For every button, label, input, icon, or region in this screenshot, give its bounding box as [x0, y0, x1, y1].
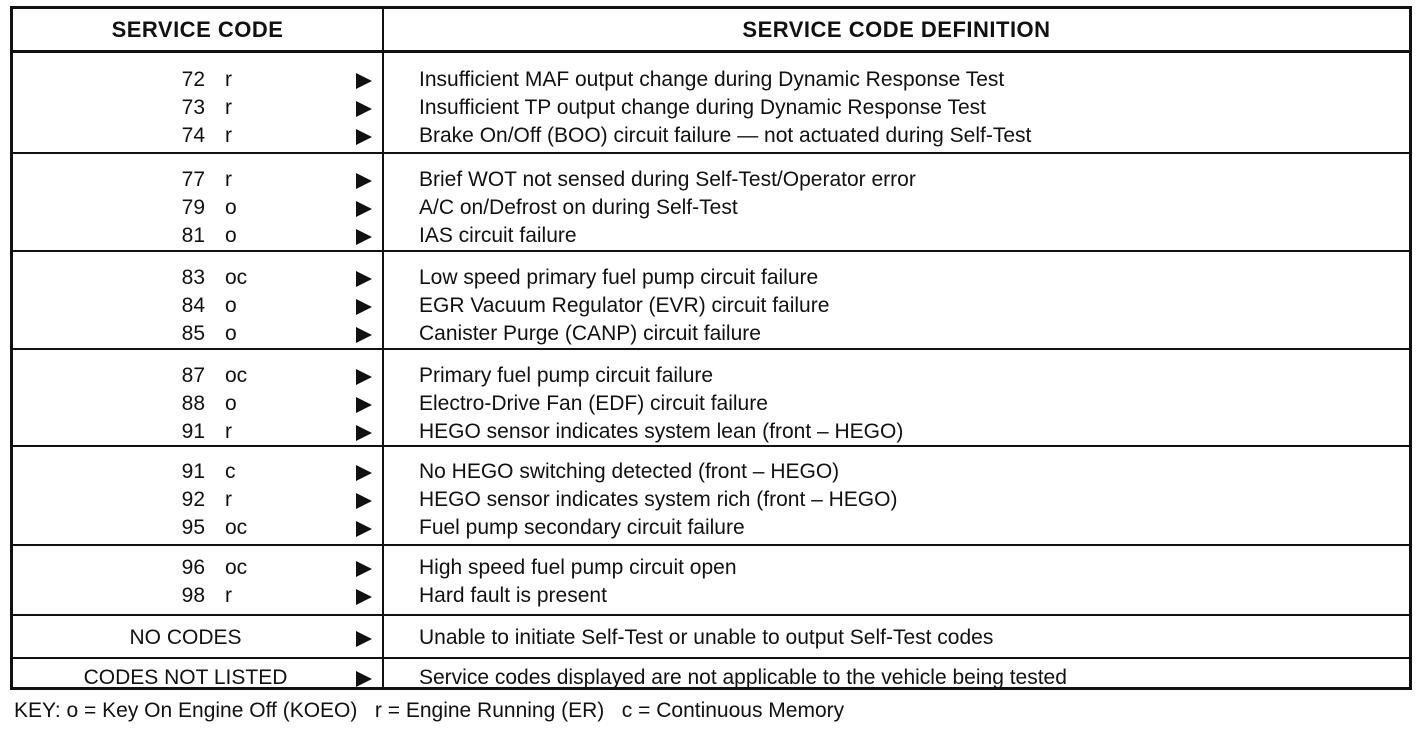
code-number: 83: [181, 266, 205, 289]
pointer-arrow-icon: [356, 465, 372, 481]
pointer-arrow-icon: [356, 631, 372, 647]
key-r: r = Engine Running (ER): [374, 699, 605, 722]
code-test-type: oc: [225, 364, 248, 387]
code-test-type: r: [225, 488, 232, 511]
pointer-arrow-icon: [356, 299, 372, 315]
table-row: [13, 486, 1409, 514]
header-service-code: SERVICE CODE: [111, 17, 284, 42]
code-definition: Insufficient MAF output change during Dynamic Response Test: [419, 68, 1005, 91]
code-test-type: o: [225, 392, 237, 415]
table-row: [13, 194, 1409, 222]
code-group: [13, 659, 1409, 690]
code-number: 95: [181, 516, 205, 539]
code-definition: Hard fault is present: [419, 584, 607, 607]
table-row: [13, 362, 1409, 390]
pointer-arrow-icon: [356, 229, 372, 245]
code-test-type: r: [225, 168, 232, 191]
code-group: [13, 546, 1409, 616]
pointer-arrow-icon: [356, 397, 372, 413]
code-test-type: c: [225, 460, 236, 483]
legend-key: [14, 699, 844, 723]
code-number: 88: [181, 392, 205, 415]
code-definition: Brake On/Off (BOO) circuit failure — not actuated during Self-Test: [419, 124, 1032, 147]
key-o: o = Key On Engine Off (KOEO): [66, 699, 358, 722]
code-number: 96: [181, 556, 205, 579]
code-definition: EGR Vacuum Regulator (EVR) circuit failure: [419, 294, 830, 317]
code-test-type: o: [225, 224, 237, 247]
code-definition: Insufficient TP output change during Dynamic Response Test: [419, 96, 986, 119]
table-row: [13, 458, 1409, 486]
code-number: 79: [181, 196, 205, 219]
table-row: [13, 292, 1409, 320]
code-definition: HEGO sensor indicates system lean (front – HEGO): [419, 420, 904, 443]
code-test-type: r: [225, 420, 232, 443]
code-definition: High speed fuel pump circuit open: [419, 556, 737, 579]
pointer-arrow-icon: [356, 173, 372, 189]
table-row: [13, 418, 1409, 446]
code-group: [13, 447, 1409, 546]
table-header: [13, 9, 1409, 53]
code-group: [13, 252, 1409, 350]
code-label: CODES NOT LISTED: [83, 666, 288, 689]
pointer-arrow-icon: [356, 589, 372, 605]
code-test-type: oc: [225, 556, 248, 579]
pointer-arrow-icon: [356, 521, 372, 537]
code-test-type: r: [225, 124, 232, 147]
table-row: [13, 66, 1409, 94]
code-test-type: r: [225, 96, 232, 119]
code-number: 73: [181, 96, 205, 119]
code-number: 91: [181, 460, 205, 483]
table-row: [13, 554, 1409, 582]
header-service-code-definition: SERVICE CODE DEFINITION: [742, 17, 1051, 42]
pointer-arrow-icon: [356, 671, 372, 687]
code-definition: Low speed primary fuel pump circuit failure: [419, 266, 819, 289]
table-row: [13, 514, 1409, 542]
code-group: [13, 616, 1409, 659]
code-group: [13, 154, 1409, 252]
code-test-type: r: [225, 68, 232, 91]
code-definition: No HEGO switching detected (front – HEGO): [419, 460, 840, 483]
table-row: [13, 320, 1409, 348]
table-row: [13, 94, 1409, 122]
code-number: 84: [181, 294, 205, 317]
code-number: 87: [181, 364, 205, 387]
code-definition: HEGO sensor indicates system rich (front – HEGO): [419, 488, 898, 511]
code-definition: Service codes displayed are not applicable to the vehicle being tested: [419, 666, 1067, 689]
code-definition: Brief WOT not sensed during Self-Test/Operator error: [419, 168, 916, 191]
pointer-arrow-icon: [356, 101, 372, 117]
pointer-arrow-icon: [356, 271, 372, 287]
pointer-arrow-icon: [356, 369, 372, 385]
code-number: 74: [181, 124, 205, 147]
table-row: [13, 390, 1409, 418]
code-definition: Primary fuel pump circuit failure: [419, 364, 714, 387]
service-code-table: [10, 6, 1412, 690]
table-row: [13, 122, 1409, 150]
key-c: c = Continuous Memory: [621, 699, 845, 722]
code-group: [13, 350, 1409, 447]
table-row: [13, 264, 1409, 292]
table-row: [13, 624, 1409, 652]
code-definition: A/C on/Defrost on during Self-Test: [419, 196, 738, 219]
pointer-arrow-icon: [356, 73, 372, 89]
code-group: [13, 53, 1409, 154]
code-test-type: oc: [225, 266, 248, 289]
key-prefix: KEY:: [14, 699, 61, 722]
code-definition: Electro-Drive Fan (EDF) circuit failure: [419, 392, 768, 415]
code-test-type: oc: [225, 516, 248, 539]
code-test-type: o: [225, 196, 237, 219]
code-number: 92: [181, 488, 205, 511]
code-test-type: o: [225, 294, 237, 317]
table-row: [13, 166, 1409, 194]
code-number: 81: [181, 224, 205, 247]
code-number: 85: [181, 322, 205, 345]
code-definition: Fuel pump secondary circuit failure: [419, 516, 745, 539]
code-number: 77: [181, 168, 205, 191]
code-number: 72: [181, 68, 205, 91]
code-definition: Unable to initiate Self-Test or unable to output Self-Test codes: [419, 626, 994, 649]
pointer-arrow-icon: [356, 327, 372, 343]
pointer-arrow-icon: [356, 129, 372, 145]
code-test-type: o: [225, 322, 237, 345]
code-test-type: r: [225, 584, 232, 607]
table-row: [13, 582, 1409, 610]
pointer-arrow-icon: [356, 201, 372, 217]
code-label: NO CODES: [129, 626, 242, 649]
pointer-arrow-icon: [356, 425, 372, 441]
code-definition: IAS circuit failure: [419, 224, 577, 247]
pointer-arrow-icon: [356, 493, 372, 509]
table-row: [13, 222, 1409, 250]
code-number: 98: [181, 584, 205, 607]
table-row: [13, 664, 1409, 692]
code-definition: Canister Purge (CANP) circuit failure: [419, 322, 761, 345]
pointer-arrow-icon: [356, 561, 372, 577]
code-number: 91: [181, 420, 205, 443]
